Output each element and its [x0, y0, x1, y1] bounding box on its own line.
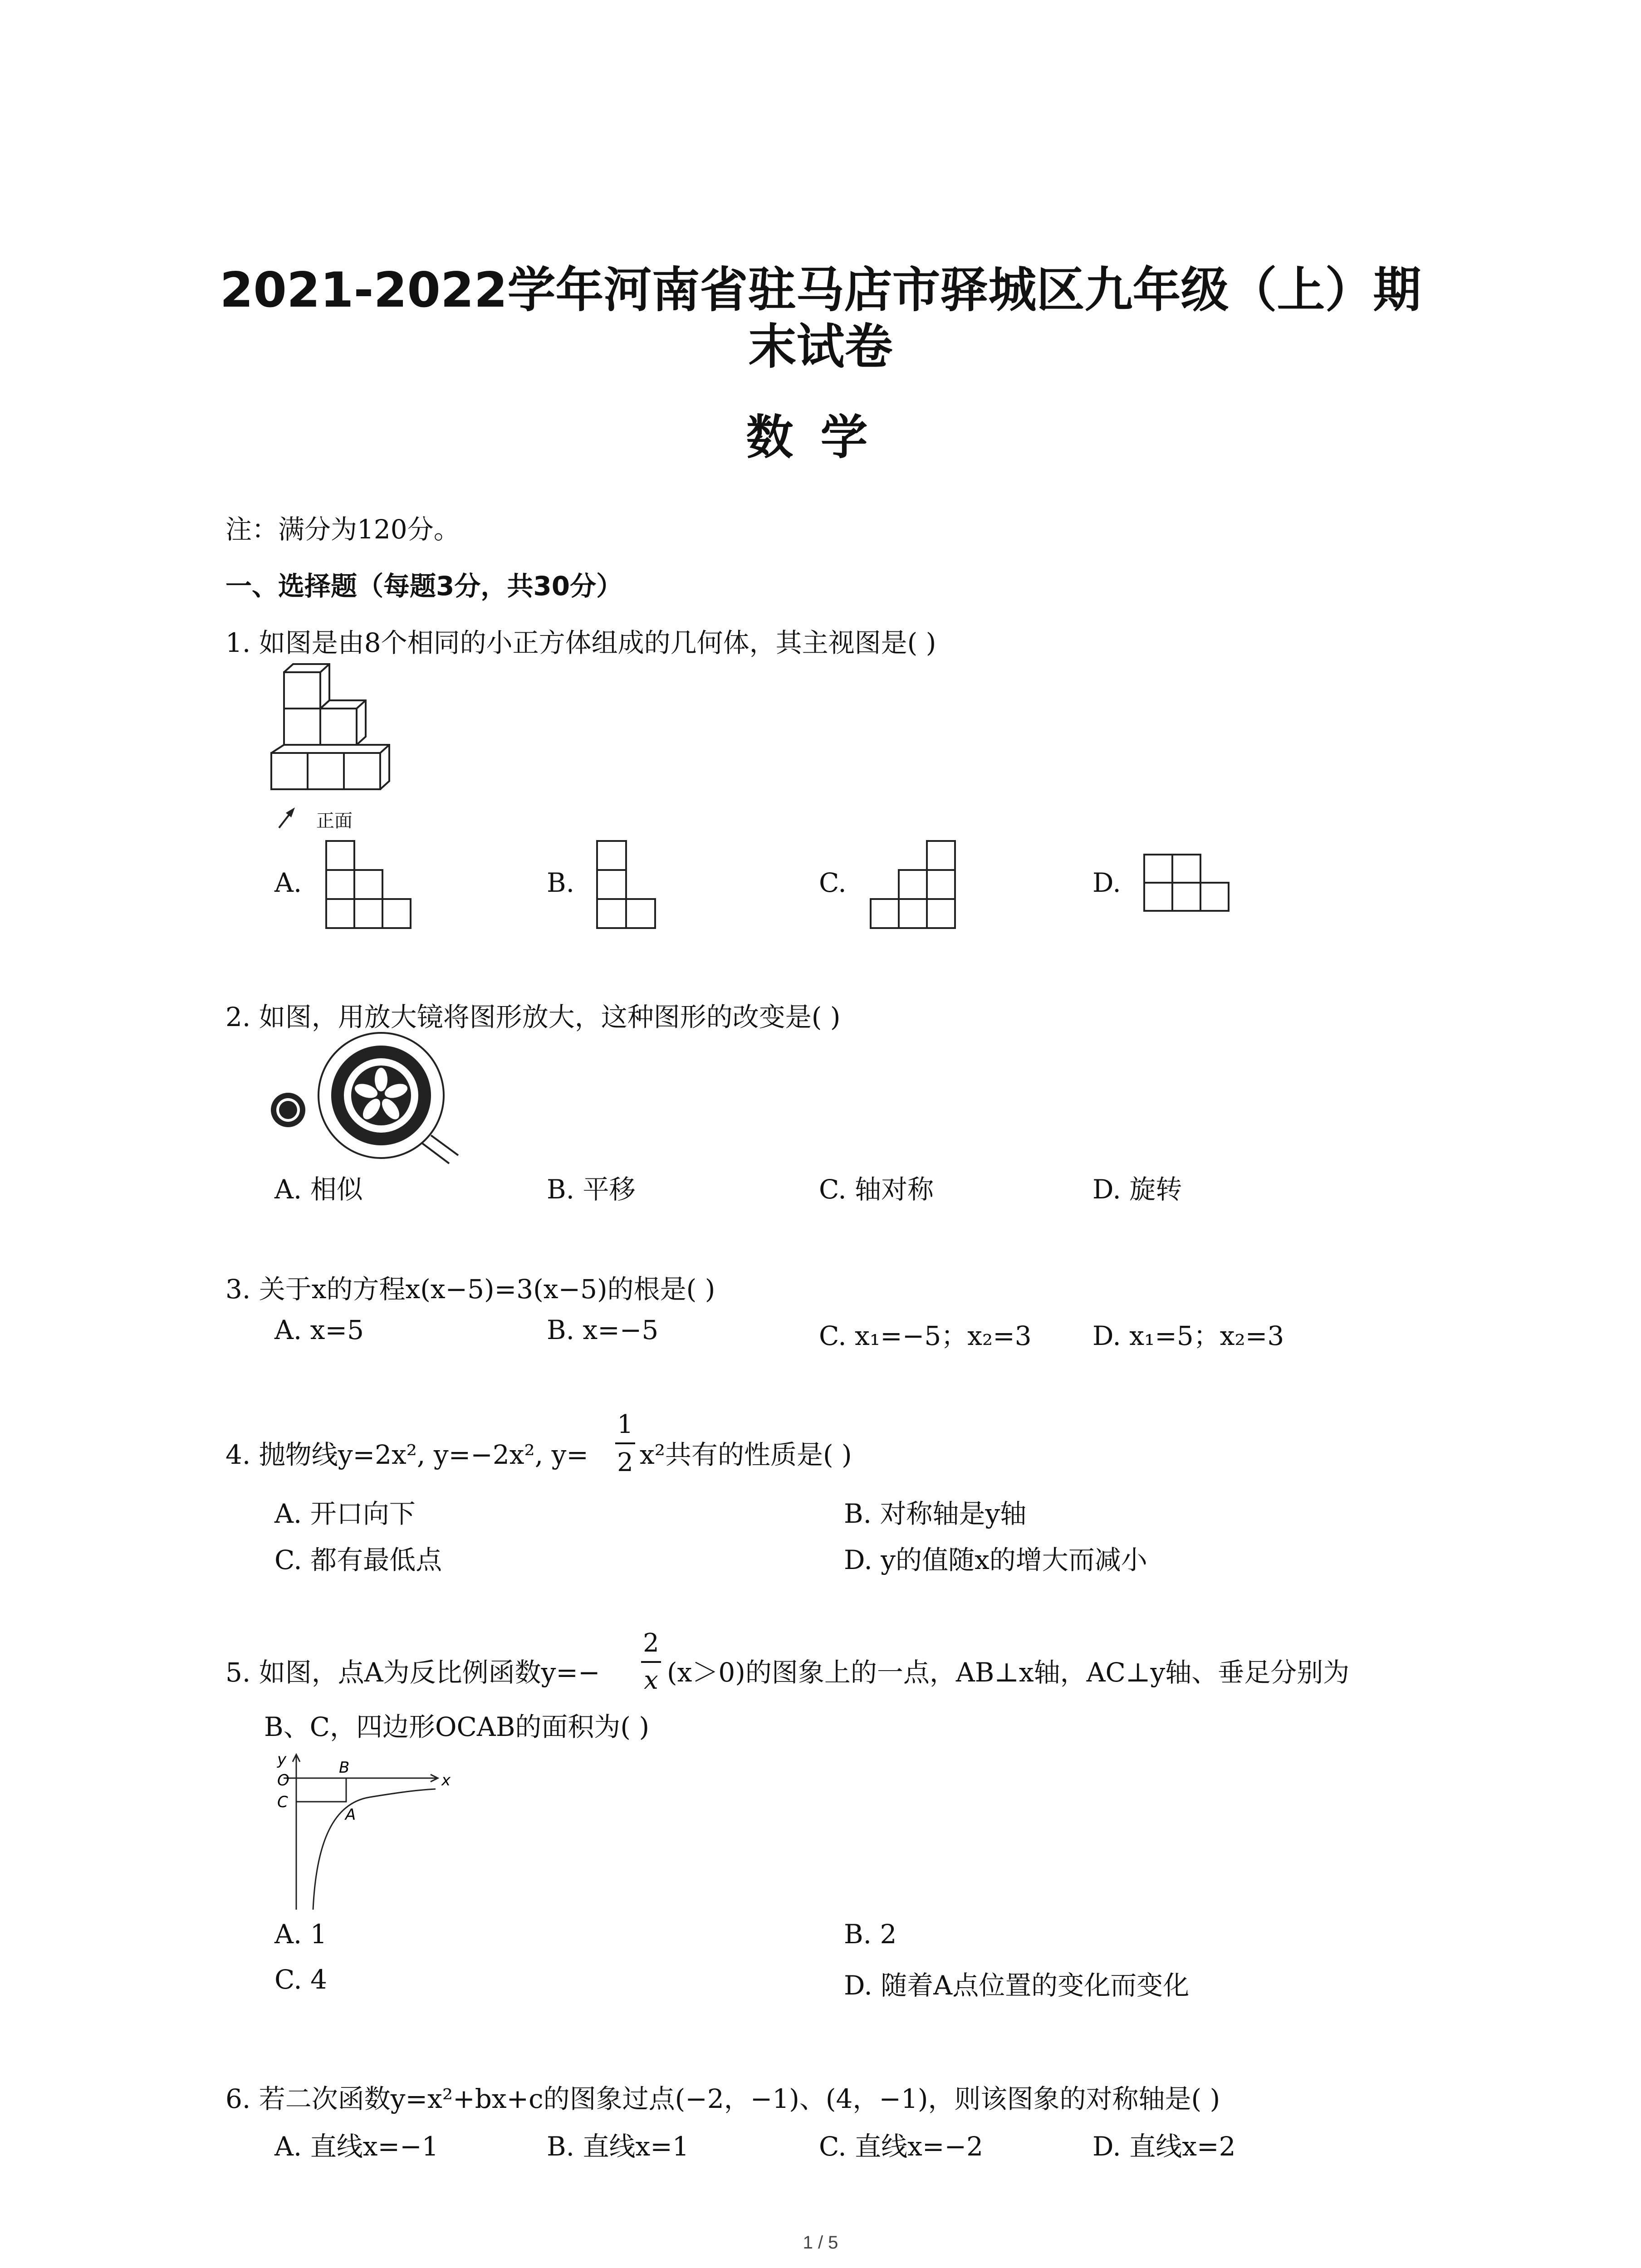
point-c-label: C: [277, 1793, 288, 1811]
q3-option-a: A. x=5: [274, 1315, 364, 1345]
question-4-stem-part1: 4. 抛物线y=2x², y=−2x², y=: [225, 1439, 588, 1470]
q4-fraction-bar: [615, 1442, 635, 1444]
question-5-stem-line2: B、C，四边形OCAB的面积为( ): [264, 1711, 650, 1742]
question-1-stem: 1. 如图是由8个相同的小正方体组成的几何体，其主视图是( ): [225, 627, 936, 658]
q1-option-b-figure: [595, 839, 663, 934]
q6-option-d: D. 直线x=2: [1092, 2131, 1236, 2162]
q2-option-a: A. 相似: [274, 1174, 363, 1205]
q1-option-d-figure: [1142, 853, 1238, 916]
q2-option-b: B. 平移: [547, 1174, 636, 1205]
y-axis-label: y: [277, 1750, 287, 1769]
q1-option-c-figure: [869, 839, 964, 934]
q6-option-a: A. 直线x=−1: [274, 2131, 439, 2162]
question-5-stem-part1: 5. 如图，点A为反比例函数y=−: [225, 1657, 600, 1688]
x-axis-label: x: [441, 1771, 451, 1789]
q4-fraction-denominator: 2: [617, 1448, 633, 1477]
q4-option-b: B. 对称轴是y轴: [844, 1498, 1027, 1529]
question-4-stem-part2: x²共有的性质是( ): [640, 1439, 852, 1470]
exam-title-line1: 2021-2022学年河南省驻马店市驿城区九年级（上）期: [220, 262, 1421, 318]
page-number: 1 / 5: [803, 2233, 838, 2253]
q5-option-b: B. 2: [844, 1919, 897, 1950]
subject-title: 数学: [746, 410, 895, 465]
q5-option-d: D. 随着A点位置的变化而变化: [844, 1970, 1190, 2001]
q5-fraction-bar: [641, 1661, 661, 1663]
q5-option-a: A. 1: [274, 1919, 327, 1950]
question-5-stem-part2: (x＞0)的图象上的一点，AB⊥x轴，AC⊥y轴、垂足分别为: [667, 1657, 1350, 1688]
q4-fraction-numerator: 1: [617, 1410, 633, 1439]
front-label: 正面: [316, 811, 353, 831]
q4-option-c: C. 都有最低点: [274, 1545, 442, 1575]
q1-option-c: C.: [819, 867, 847, 898]
q1-option-d: D.: [1092, 867, 1121, 898]
q5-option-c: C. 4: [274, 1964, 328, 1995]
exam-title-line2: 末试卷: [748, 319, 893, 375]
q6-option-b: B. 直线x=1: [547, 2131, 689, 2162]
q4-option-d: D. y的值随x的增大而减小: [844, 1545, 1147, 1575]
q2-option-c: C. 轴对称: [819, 1174, 934, 1205]
q1-option-a: A.: [274, 867, 302, 898]
question-6-stem: 6. 若二次函数y=x²+bx+c的图象过点(−2，−1)、(4，−1)，则该图象的对称轴是( ): [225, 2083, 1220, 2114]
point-b-label: B: [339, 1759, 350, 1777]
q2-option-d: D. 旋转: [1092, 1174, 1182, 1205]
question-2-stem: 2. 如图，用放大镜将图形放大，这种图形的改变是( ): [225, 1002, 841, 1032]
point-a-label: A: [345, 1806, 356, 1824]
score-note: 注：满分为120分。: [225, 514, 460, 545]
q6-option-c: C. 直线x=−2: [819, 2131, 983, 2162]
q5-fraction-denominator: x: [644, 1666, 658, 1695]
q4-option-a: A. 开口向下: [274, 1498, 416, 1529]
q3-option-c: C. x₁=−5；x₂=3: [819, 1320, 1032, 1351]
q3-option-d: D. x₁=5；x₂=3: [1092, 1320, 1284, 1351]
question-3-stem: 3. 关于x的方程x(x−5)=3(x−5)的根是( ): [225, 1274, 715, 1305]
q1-option-b: B.: [547, 867, 575, 898]
inverse-function-graph: [265, 1746, 456, 1919]
q3-option-b: B. x=−5: [547, 1315, 659, 1345]
section-heading: 一、选择题（每题3分，共30分）: [225, 571, 623, 601]
origin-label: O: [277, 1771, 289, 1789]
q1-option-a-figure: [324, 839, 420, 934]
q5-fraction-numerator: 2: [643, 1628, 659, 1658]
magnifier-figure: [265, 1032, 483, 1168]
